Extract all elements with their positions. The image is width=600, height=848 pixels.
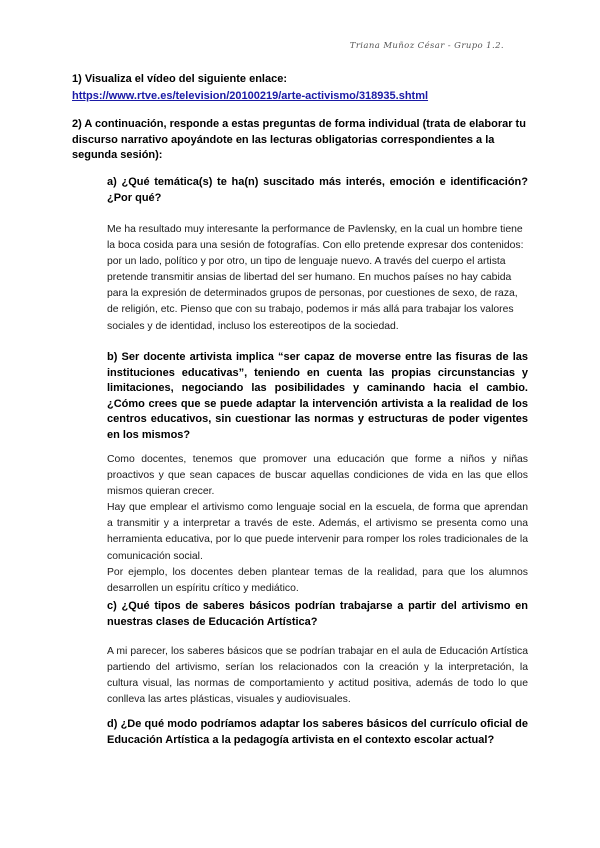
question-a: a) ¿Qué temática(s) te ha(n) suscitado más interés, emoción e identificación? ¿Por qué? [107,176,528,204]
author-header: Triana Muñoz César - Grupo 1.2. [349,41,504,51]
question-d: d) ¿De qué modo podríamos adaptar los saberes básicos del currículo oficial de Educación Artística a la pedagogía artivista en el contexto escolar actual? [107,718,528,746]
question-1-title: 1) Visualiza el vídeo del siguiente enlace: [72,73,287,85]
answer-b [107,452,528,597]
answer-b-paragraph-2: Hay que emplear el artivismo como lenguaje social en la escuela, de forma que aprendan a transmitir y a interpretar a través de este. Además, el artivismo se presenta como una herramienta educativa, por lo que puede intervenir para romper los roles tradicionales de la comunicación social. [107,502,528,562]
answer-c: A mi parecer, los saberes básicos que se podrían trabajar en el aula de Educación Artística partiendo del artivismo, serían los relacionados con la creación y la interpretación, la cultura visual, las normas de comportamiento y actitud positiva, además de todo lo que conlleva las artes plásticas, visuales y audiovisuales. [107,646,528,706]
answer-b-paragraph-3: Por ejemplo, los docentes deben plantear temas de la realidad, para que los alumnos desarrollen un espíritu crítico y mediático. [107,566,528,594]
answer-b-paragraph-1: Como docentes, tenemos que promover una educación que forme a niños y niñas proactivos y que sean capaces de buscar aquellas condiciones de vida en las que ellos mismos quieran crecer. [107,454,528,498]
answer-a: Me ha resultado muy interesante la performance de Pavlensky, en la cual un hombre tiene la boca cosida para una sesión de fotografías. Con ello pretende expresar dos contenidos: por un lado, político y por otro, un tipo de lenguaje nuevo. A través del cuerpo el artista pretende transmitir ansias de libertad del ser humano. En muchos países no hay cabida para la expresión de determinados grupos de personas, por cuestiones de sexo, de raza, de religión, etc. Pienso que con su trabajo, podemos ir más allá para trabajar los valores sociales y de identidad, incluso los estereotipos de la sociedad. [107,224,524,332]
question-2-title: 2) A continuación, responde a estas preguntas de forma individual (trata de elaborar tu discurso narrativo apoyándote en las lecturas obligatorias correspondientes a la segunda sesión): [72,118,526,161]
question-b: b) Ser docente artivista implica “ser capaz de moverse entre las fisuras de las instituciones educativas”, teniendo en cuenta las propias circunstancias y limitaciones, negociando las posibilidades y caminando hacia el cambio. ¿Cómo crees que se puede adaptar la intervención artivista a la realidad de los centros educativos, sin cuestionar las normas y estructuras de poder vigentes en los mismos? [107,351,528,441]
video-link[interactable]: https://www.rtve.es/television/20100219/arte-activismo/318935.shtml [72,90,429,102]
question-c: c) ¿Qué tipos de saberes básicos podrían trabajarse a partir del artivismo en nuestras clases de Educación Artística? [107,600,528,628]
